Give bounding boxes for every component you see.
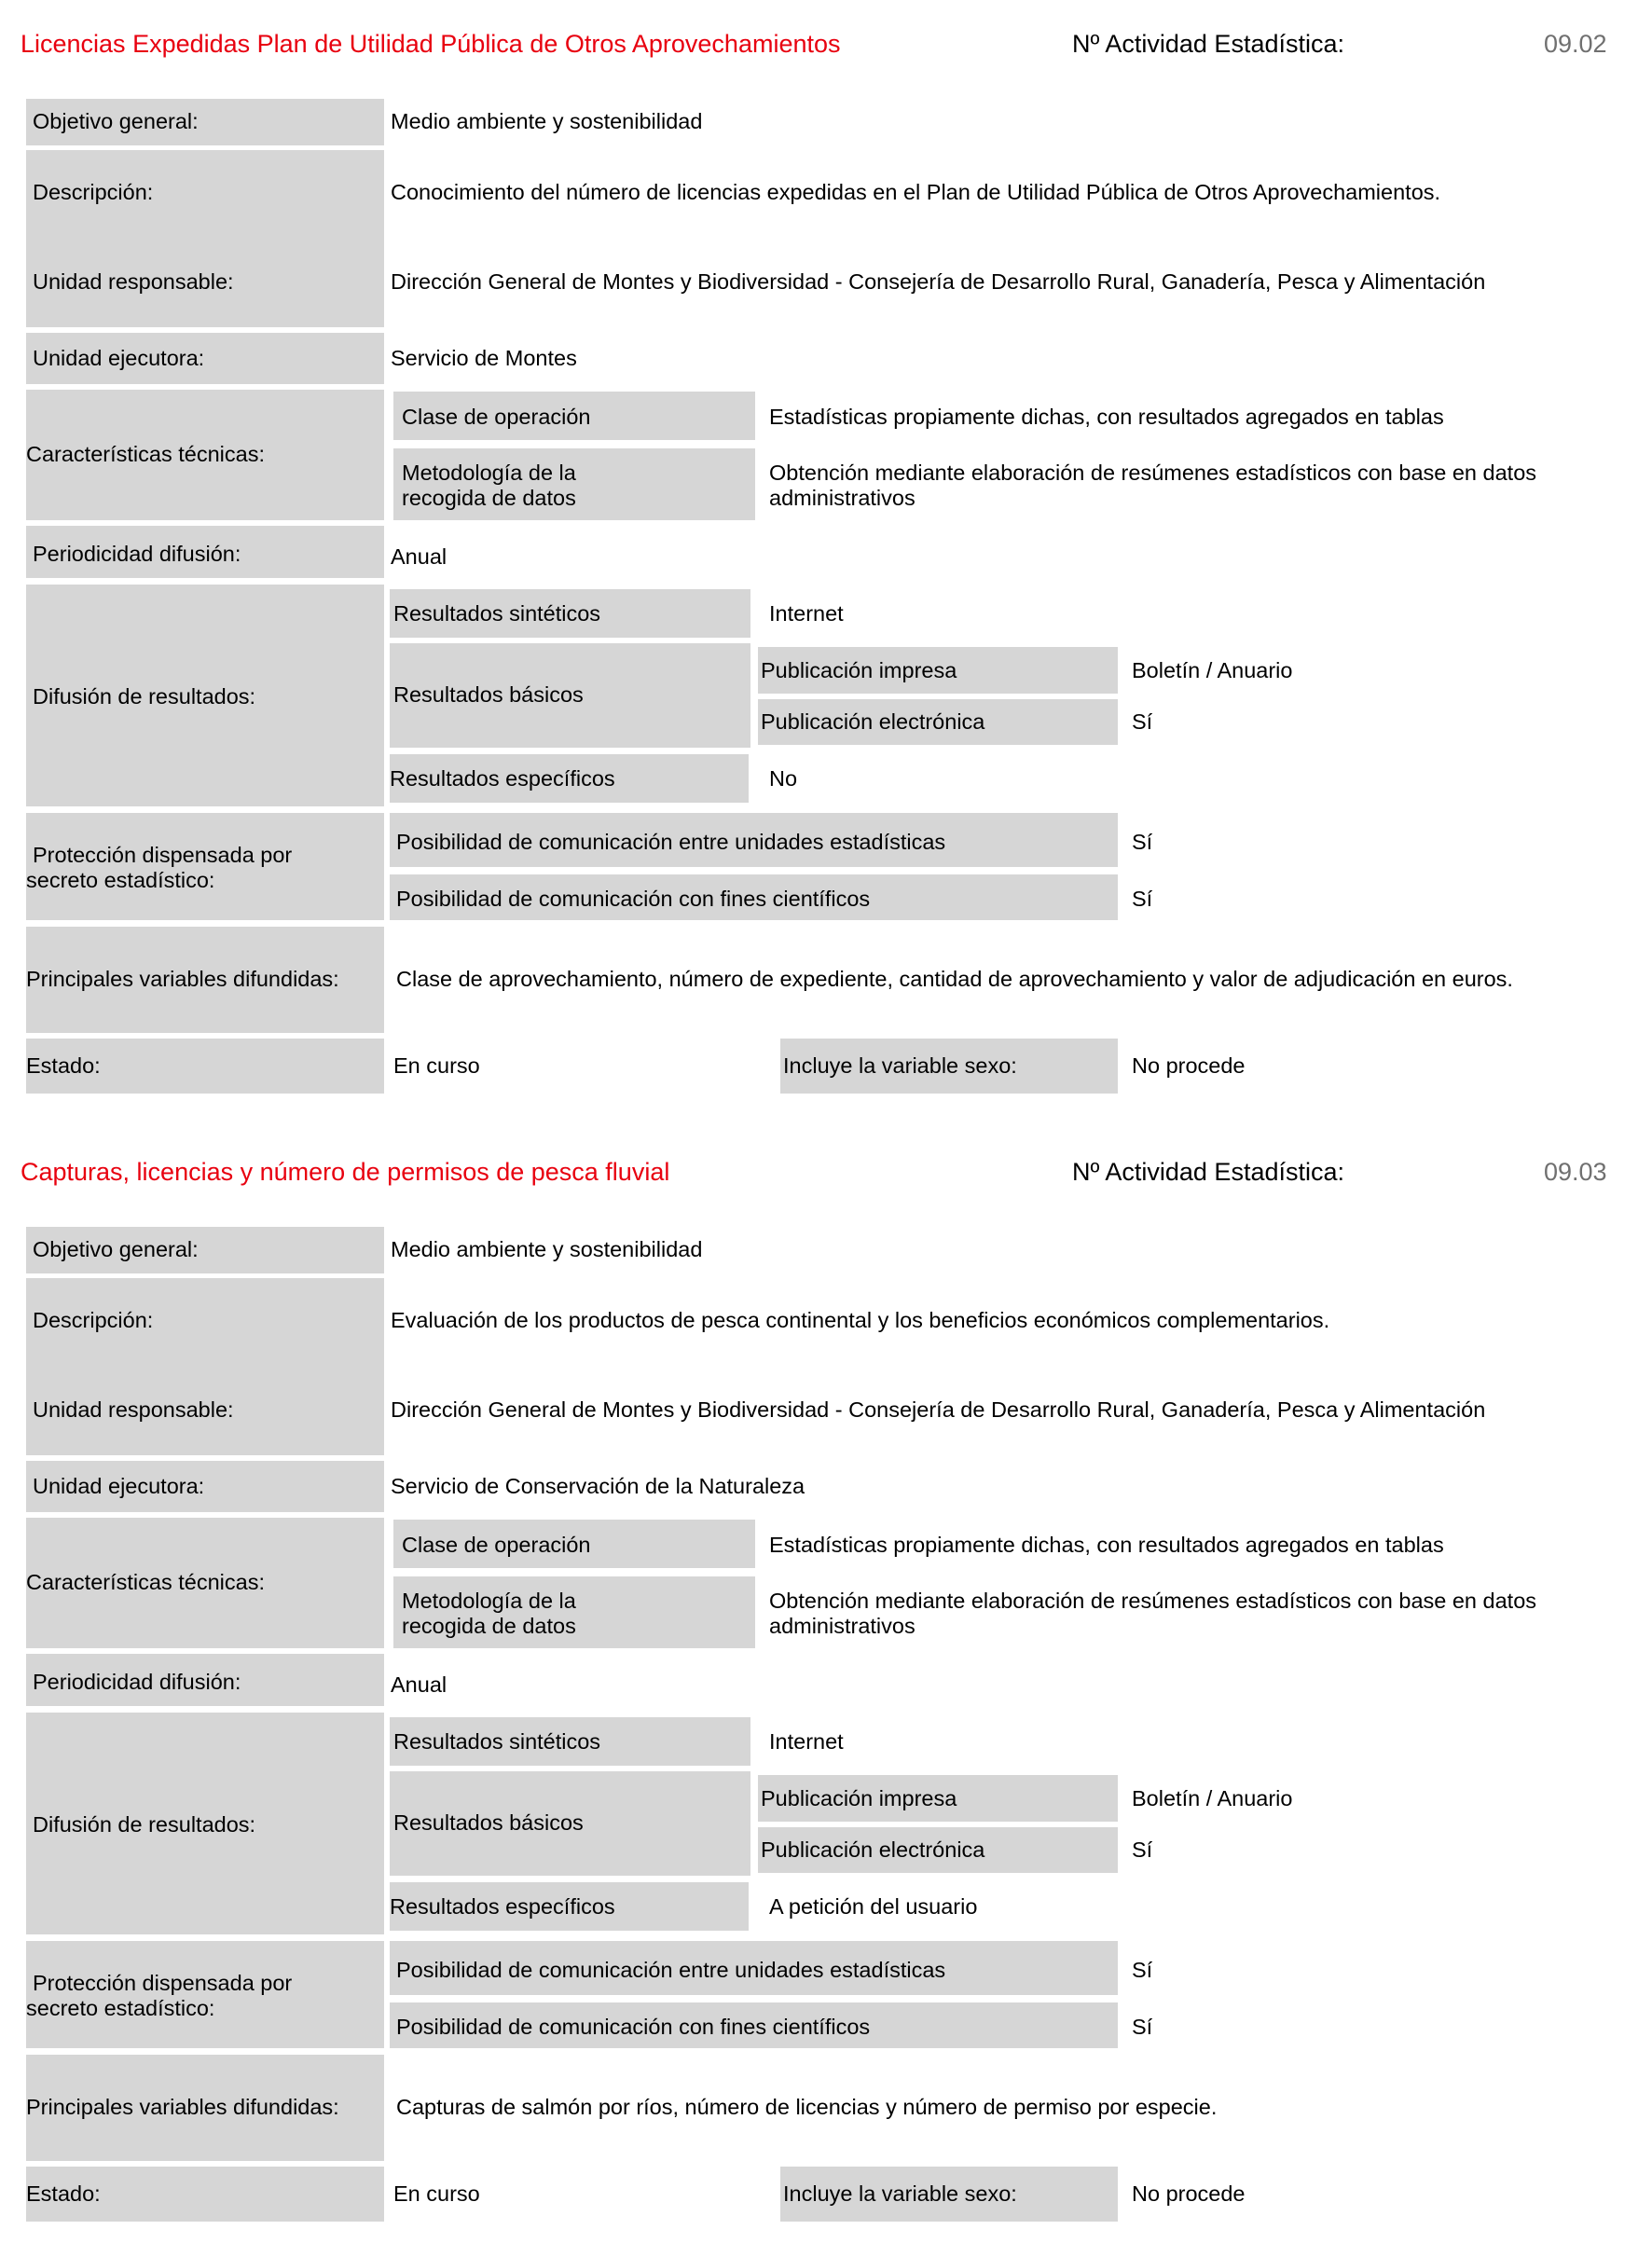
descripcion-value: Conocimiento del número de licencias expedidas en el Plan de Utilidad Pública de Otros Aprovechamientos. [391, 180, 1441, 204]
variables-label: Principales variables difundidas: [26, 2095, 339, 2119]
ejecutora-label: Unidad ejecutora: [33, 1474, 205, 1498]
basicos-label: Resultados básicos [393, 682, 584, 707]
metodologia-label-1: Metodología de la [402, 461, 576, 485]
sexo-label: Incluye la variable sexo: [783, 2181, 1017, 2206]
responsable-value: Dirección General de Montes y Biodiversidad - Consejería de Desarrollo Rural, Ganadería, Pesca y Alimentación [391, 1397, 1486, 1422]
objetivo-value: Medio ambiente y sostenibilidad [391, 1237, 703, 1261]
periodicidad-label: Periodicidad difusión: [33, 542, 241, 566]
impresa-label: Publicación impresa [761, 1786, 957, 1810]
metodologia-value-1: Obtención mediante elaboración de resúmenes estadísticos con base en datos [769, 1589, 1537, 1613]
descripcion-responsable-label-cell [26, 150, 384, 327]
impresa-value: Boletín / Anuario [1132, 658, 1293, 682]
especificos-value: No [769, 766, 798, 791]
activity-number: 09.03 [1544, 1158, 1607, 1186]
descripcion-value: Evaluación de los productos de pesca continental y los beneficios económicos complementarios. [391, 1308, 1330, 1332]
metodologia-label-2: recogida de datos [402, 1614, 576, 1638]
electronica-label: Publicación electrónica [761, 1837, 985, 1862]
ejecutora-value: Servicio de Conservación de la Naturaleza [391, 1474, 805, 1498]
variables-value: Capturas de salmón por ríos, número de licencias y número de permiso por especie. [396, 2095, 1218, 2119]
objetivo-label: Objetivo general: [33, 1237, 199, 1261]
estado-label: Estado: [26, 2181, 101, 2206]
proteccion-label-1: Protección dispensada por [33, 1971, 293, 1995]
sexo-value: No procede [1132, 1053, 1246, 1078]
estado-label: Estado: [26, 1053, 101, 1078]
descripcion-label: Descripción: [33, 1308, 154, 1332]
ejecutora-label: Unidad ejecutora: [33, 346, 205, 370]
periodicidad-value: Anual [391, 1672, 447, 1697]
clase-value: Estadísticas propiamente dichas, con resultados agregados en tablas [769, 1533, 1444, 1557]
unidades-label: Posibilidad de comunicación entre unidades estadísticas [396, 830, 946, 854]
activity-title: Licencias Expedidas Plan de Utilidad Pública de Otros Aprovechamientos [21, 30, 841, 58]
estado-value: En curso [393, 1053, 480, 1078]
variables-value: Clase de aprovechamiento, número de expediente, cantidad de aprovechamiento y valor de adjudicación en euros. [396, 967, 1513, 991]
clase-value: Estadísticas propiamente dichas, con resultados agregados en tablas [769, 405, 1444, 429]
impresa-label: Publicación impresa [761, 658, 957, 682]
proteccion-label-2: secreto estadístico: [26, 1996, 215, 2020]
cientificos-value: Sí [1132, 887, 1153, 911]
clase-label: Clase de operación [402, 1533, 591, 1557]
ejecutora-value: Servicio de Montes [391, 346, 577, 370]
unidades-value: Sí [1132, 1958, 1153, 1982]
electronica-value: Sí [1132, 1837, 1153, 1862]
caracteristicas-label: Características técnicas: [26, 442, 265, 466]
basicos-label: Resultados básicos [393, 1810, 584, 1835]
activity-card [0, 0, 1652, 1119]
responsable-label: Unidad responsable: [33, 1397, 234, 1422]
metodologia-value-1: Obtención mediante elaboración de resúmenes estadísticos con base en datos [769, 461, 1537, 485]
activity-number: 09.02 [1544, 30, 1607, 58]
sexo-label: Incluye la variable sexo: [783, 1053, 1017, 1078]
metodologia-label-1: Metodología de la [402, 1589, 576, 1613]
especificos-label: Resultados específicos [390, 1894, 615, 1919]
activity-title: Capturas, licencias y número de permisos de pesca fluvial [21, 1158, 670, 1186]
sinteticos-label: Resultados sintéticos [393, 601, 601, 626]
electronica-value: Sí [1132, 709, 1153, 734]
metodologia-label-2: recogida de datos [402, 486, 576, 510]
caracteristicas-label: Características técnicas: [26, 1570, 265, 1594]
electronica-label: Publicación electrónica [761, 709, 985, 734]
unidades-label: Posibilidad de comunicación entre unidades estadísticas [396, 1958, 946, 1982]
responsable-value: Dirección General de Montes y Biodiversidad - Consejería de Desarrollo Rural, Ganadería, Pesca y Alimentación [391, 269, 1486, 294]
proteccion-label-1: Protección dispensada por [33, 843, 293, 867]
objetivo-value: Medio ambiente y sostenibilidad [391, 109, 703, 133]
activity-card [0, 1128, 1652, 2247]
unidades-value: Sí [1132, 830, 1153, 854]
sexo-value: No procede [1132, 2181, 1246, 2206]
clase-label: Clase de operación [402, 405, 591, 429]
cientificos-label: Posibilidad de comunicación con fines científicos [396, 887, 871, 911]
periodicidad-label: Periodicidad difusión: [33, 1670, 241, 1694]
difusion-label: Difusión de resultados: [33, 684, 256, 709]
objetivo-label: Objetivo general: [33, 109, 199, 133]
proteccion-label-2: secreto estadístico: [26, 868, 215, 892]
estado-value: En curso [393, 2181, 480, 2206]
descripcion-label: Descripción: [33, 180, 154, 204]
sinteticos-value: Internet [769, 601, 844, 626]
cientificos-value: Sí [1132, 2015, 1153, 2039]
metodologia-value-2: administrativos [769, 1614, 915, 1638]
metodologia-value-2: administrativos [769, 486, 915, 510]
especificos-label: Resultados específicos [390, 766, 615, 791]
responsable-label: Unidad responsable: [33, 269, 234, 294]
periodicidad-value: Anual [391, 544, 447, 569]
sinteticos-label: Resultados sintéticos [393, 1729, 601, 1754]
variables-label: Principales variables difundidas: [26, 967, 339, 991]
cientificos-label: Posibilidad de comunicación con fines científicos [396, 2015, 871, 2039]
sinteticos-value: Internet [769, 1729, 844, 1754]
descripcion-responsable-label-cell [26, 1278, 384, 1455]
impresa-value: Boletín / Anuario [1132, 1786, 1293, 1810]
activity-number-label: Nº Actividad Estadística: [1072, 30, 1344, 58]
activity-number-label: Nº Actividad Estadística: [1072, 1158, 1344, 1186]
especificos-value: A petición del usuario [769, 1894, 978, 1919]
difusion-label: Difusión de resultados: [33, 1812, 256, 1837]
